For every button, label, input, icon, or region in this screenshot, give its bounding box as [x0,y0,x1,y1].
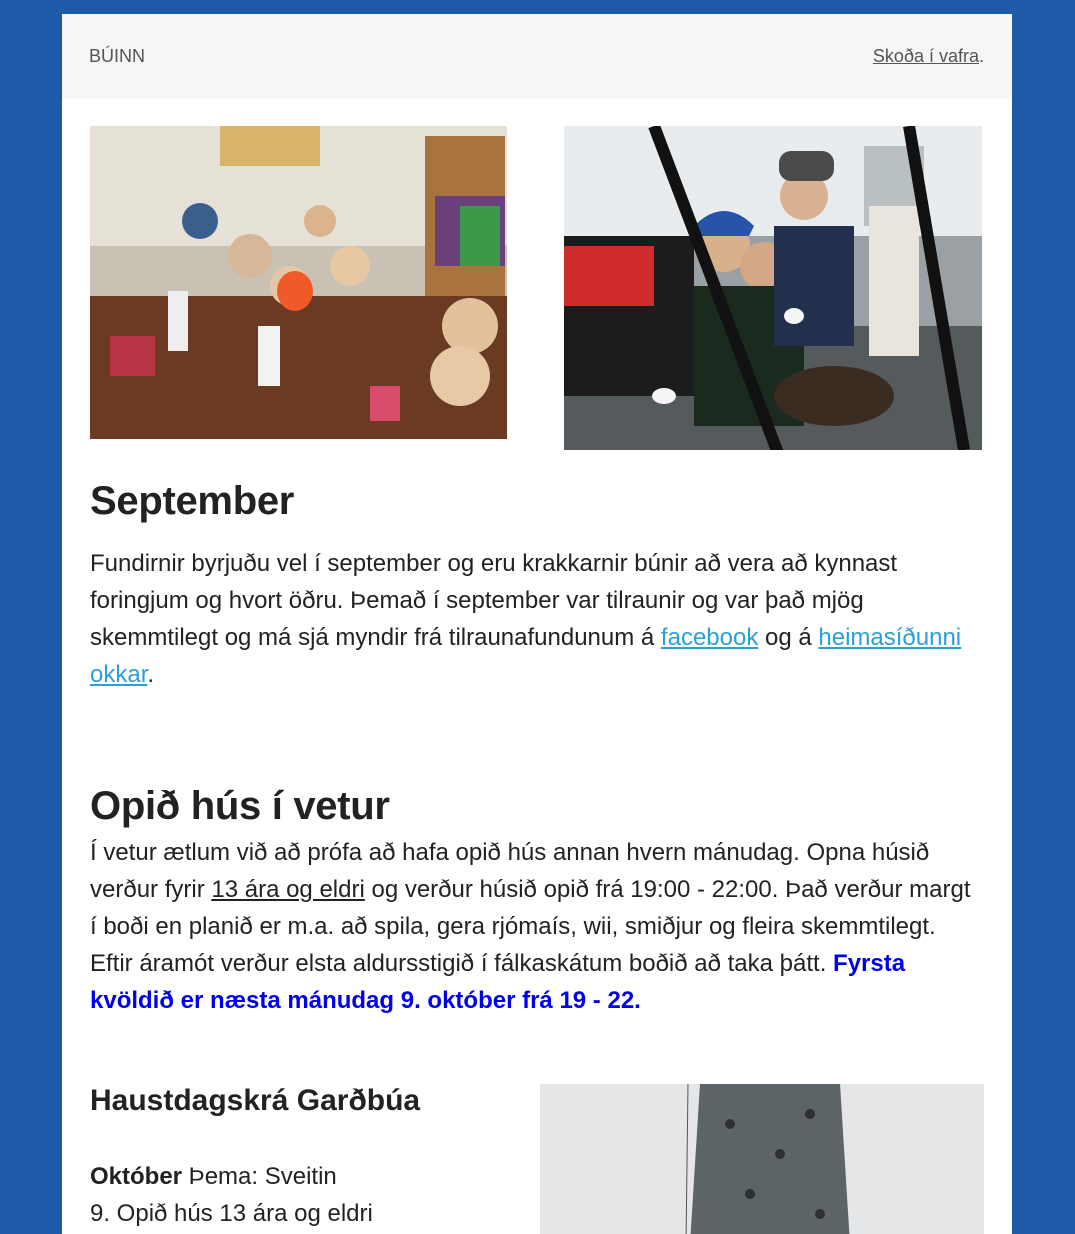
september-body [90,545,980,693]
september-section [90,479,980,524]
campfire-image [564,126,982,450]
newsletter-header [62,14,1012,99]
first-evening-highlight: Fyrsta kvöldið er næsta mánudag 9. október frá 19 - 22. [90,950,906,1014]
brand-label: BÚINN [89,46,146,66]
open-house-section [90,784,980,829]
facebook-link[interactable]: facebook [660,624,759,651]
schedule-title: Haustdagskrá Garðbúa [90,1084,421,1117]
view-in-browser-link[interactable]: Skoða í vafra [872,46,979,66]
photo-campfire [564,126,982,450]
open-house-body [90,834,980,1019]
homepage-link[interactable]: heimasíðunni okkar [90,624,962,688]
photo-experiments [90,126,507,439]
photo-climbing-tower [540,1084,984,1234]
experiments-image [90,126,507,439]
month-label: Október [90,1163,183,1190]
schedule-month-line: Október Þema: Sveitin [90,1163,337,1190]
september-title: September [90,479,295,523]
photo-row [62,126,1012,456]
climbing-tower-image [540,1084,984,1234]
open-house-paragraph: Í vetur ætlum við að prófa að hafa opið hús annan hvern mánudag. Opna húsið verður fyrir 13 ára og eldri og verður húsið opið frá 19:00 - 22:00. Það verður margt í boði en planið er m.a. að spila, gera rjómaís, wii, smiðjur og fleira skemmtilegt. Eftir áramót verður elsta aldursstigið í fálkaskátum boðið að taka þátt. Fyrsta kvöldið er næsta mánudag 9. október frá 19 - 22. [90,839,971,1014]
september-paragraph: Fundirnir byrjuðu vel í september og eru krakkarnir búnir að vera að kynnast foringjum og hvort öðru. Þemað í september var tilraunir og var það mjög skemmtilegt og má sjá myndir frá tilraunafundunum á facebook og á heimasíðunni okkar. [90,550,962,688]
schedule-item: 9. Opið hús 13 ára og eldri [90,1200,373,1227]
open-house-title: Opið hús í vetur [90,784,390,828]
view-in-browser: Skoða í vafra. [872,46,984,66]
schedule-section [90,1084,510,1118]
newsletter-card [62,14,1012,1234]
age-group: 13 ára og eldri [211,876,365,903]
